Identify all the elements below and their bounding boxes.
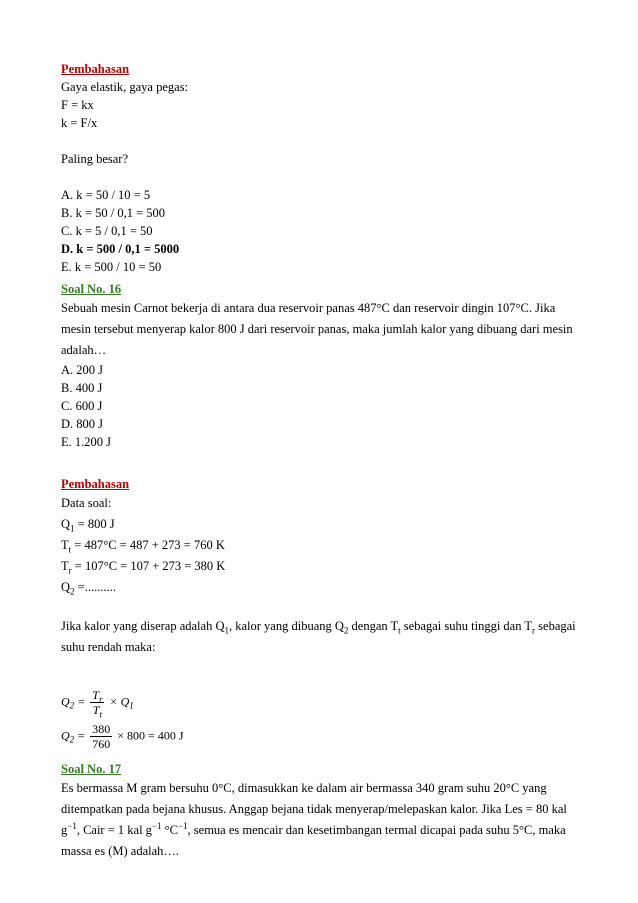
formula-block — [61, 658, 581, 751]
option-a: A. k = 50 / 10 = 5 — [61, 188, 151, 202]
tt-line: $T_t = 487^\circ C = 487 + 273 = 760$ K — [61, 538, 225, 555]
option-a: A. 200 J — [61, 363, 104, 377]
formula-line-1: $Q_2$ = $\frac{T_r}{T_t}$ × $Q_1$ — [61, 688, 134, 720]
section-heading: Pembahasan — [61, 477, 130, 491]
question-heading: Soal No. 17 — [61, 762, 122, 776]
q2-line: $Q_2$ =.......... — [61, 580, 116, 597]
text-line: k = F/x — [61, 116, 98, 130]
option-e: E. k = 500 / 10 = 50 — [61, 260, 162, 274]
formula-line-2: $Q_2$ = $\frac{380}{760}$ × 800 = 400 J — [61, 722, 184, 751]
option-d: D. 800 J — [61, 417, 104, 431]
section-heading: Pembahasan — [61, 62, 130, 76]
option-b: B. 400 J — [61, 381, 103, 395]
question-text: Sebuah mesin Carnot bekerja di antara dua reservoir panas 487°C dan reservoir dingin 107°C. Jika mesin tersebut menyerap kalor 800 J dari reservoir panas, maka jumlah kalor yang dibuang dari mesin adalah… — [61, 301, 573, 357]
q1-line: $Q_1 = 800$ J — [61, 517, 115, 534]
explanation-text: Jika kalor yang diserap adalah $Q_1$, kalor yang dibuang $Q_2$ dengan $T_t$ sebagai suhu tinggi dan $T_r$ sebagai suhu rendah maka: — [61, 619, 576, 654]
option-e: E. 1.200 J — [61, 435, 111, 449]
option-c: C. 600 J — [61, 399, 103, 413]
question-heading: Soal No. 16 — [61, 282, 122, 296]
data-label: Data soal: — [61, 496, 112, 510]
option-b: B. k = 50 / 0,1 = 500 — [61, 206, 166, 220]
option-c: C. k = 5 / 0,1 = 50 — [61, 224, 153, 238]
text-line: F = kx — [61, 98, 94, 112]
tr-line: $T_r = 107^\circ C = 107 + 273 = 380$ K — [61, 559, 226, 576]
question-text: Paling besar? — [61, 152, 128, 166]
text-line: Gaya elastik, gaya pegas: — [61, 80, 189, 94]
document-page — [61, 60, 581, 862]
question-text: Es bermassa M gram bersuhu 0°C, dimasukkan ke dalam air bermassa 340 gram suhu 20°C yang ditempatkan pada bejana khusus. Anggap bejana tidak menyerap/melepaskan kalor. Jika Les = 80 kal $g^{-1}$, Cair = 1 kal $g^{-1}$ $^\circ C^{-1}$, semua es mencair dan kesetimbangan termal dicapai pada suhu 5°C, maka massa es (M) adalah…. — [61, 781, 567, 858]
option-d-answer: D. k = 500 / 0,1 = 5000 — [61, 242, 180, 256]
